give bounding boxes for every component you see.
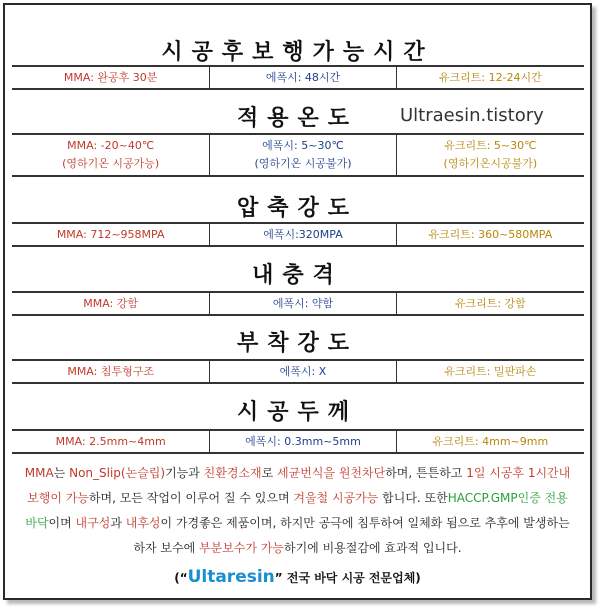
urethane-value: 유크리트: 5~30℃ <box>444 139 537 152</box>
section-title-temperature: 적용온도 <box>236 106 358 131</box>
mma-value: MMA: -20~40℃ <box>67 139 155 152</box>
epoxy-value: 에폭시: X <box>210 361 396 382</box>
mma-value: MMA: 강함 <box>12 293 210 314</box>
company-footer <box>5 567 590 587</box>
note-text: 부분보수가 가능 <box>199 541 284 555</box>
note-text: Non_Slip(논슬립) <box>69 466 166 480</box>
note-text: 하자 보수에 <box>133 541 200 555</box>
urethane-value: 유크리트: 360~580MPA <box>428 227 553 241</box>
footer-tagline: ” 전국 바닥 시공 전문업체) <box>274 571 421 585</box>
note-text: HACCP.GMP인증 전용 <box>447 491 568 505</box>
urethane-cell <box>397 135 584 175</box>
epoxy-value: 에폭시:320MPA <box>210 224 396 245</box>
epoxy-cell <box>210 135 396 175</box>
urethane-value: 유크리트: 밀판파손 <box>444 364 537 378</box>
note-text: 이 가경좋은 제품이며, 하지만 공극에 침투하여 일체화 됨으로 추후에 발생하는 <box>160 516 570 530</box>
section-title-thickness: 시공두께 <box>236 400 358 425</box>
urethane-value: 유크리트: 12-24시간 <box>438 70 542 84</box>
section-title-compressive-strength: 압축강도 <box>236 196 358 221</box>
note-text: 1일 시공후 1시간내 <box>466 466 571 480</box>
brand-name: Ultaresin <box>187 567 275 587</box>
note-text: 이며 <box>48 516 76 530</box>
epoxy-value: 에폭시: 5~30℃ <box>262 139 344 152</box>
note-text: 는 <box>53 466 70 480</box>
compressive-row <box>12 222 584 247</box>
info-panel <box>3 3 592 600</box>
note-text: 바닥 <box>25 516 49 530</box>
section-title-adhesion: 부착강도 <box>236 331 358 356</box>
urethane-value: 유크리트: 강함 <box>454 296 526 310</box>
note-text: 과 <box>110 516 126 530</box>
walk-time-row <box>12 65 584 90</box>
note-text: MMA <box>24 466 54 480</box>
mma-value: MMA: 712~958MPA <box>12 224 210 245</box>
urethane-value: 유크리트: 4mm~9mm <box>432 434 549 448</box>
note-text: 친환경소재 <box>203 466 262 480</box>
adhesion-row <box>12 359 584 384</box>
epoxy-value: 에폭시: 약함 <box>210 293 396 314</box>
note-text: 로 <box>261 466 278 480</box>
mma-cell <box>12 135 210 175</box>
note-text: 내구성 <box>75 516 111 530</box>
note-text: 기능과 <box>165 466 204 480</box>
temperature-row <box>12 133 584 177</box>
section-title-walk-time: 시공후보행가능시간 <box>161 40 434 65</box>
mma-subnote: (영하기온 시공가능) <box>62 157 160 170</box>
epoxy-subnote: (영하기온 시공불가) <box>254 157 352 170</box>
note-text: 하며, 모든 작업이 이루어 질 수 있으며 <box>88 491 294 505</box>
note-text: 세균번식을 원천차단 <box>277 466 386 480</box>
section-title-impact: 내충격 <box>252 263 343 288</box>
mma-value: MMA: 2.5mm~4mm <box>12 431 210 452</box>
urethane-subnote: (영하기온시공불가) <box>443 157 538 170</box>
note-text: 합니다. 또한 <box>378 491 448 505</box>
epoxy-value: 에폭시: 0.3mm~5mm <box>210 431 396 452</box>
note-text: 보행이 가능 <box>27 491 89 505</box>
blog-watermark: Ultraesin.tistory <box>400 105 544 126</box>
note-text: 하기에 비용절감에 효과적 입니다. <box>284 541 462 555</box>
impact-row <box>12 291 584 316</box>
footer-open: (“ <box>174 571 188 585</box>
note-text: 겨울철 시공가능 <box>293 491 379 505</box>
epoxy-value: 에폭시: 48시간 <box>210 67 396 88</box>
description-paragraph <box>15 461 580 561</box>
mma-value: MMA: 침투형구조 <box>12 361 210 382</box>
note-text: 내후성 <box>125 516 161 530</box>
mma-value: MMA: 완공후 30분 <box>12 67 210 88</box>
thickness-row <box>12 429 584 454</box>
note-text: 하며, 튼튼하고 <box>385 466 467 480</box>
